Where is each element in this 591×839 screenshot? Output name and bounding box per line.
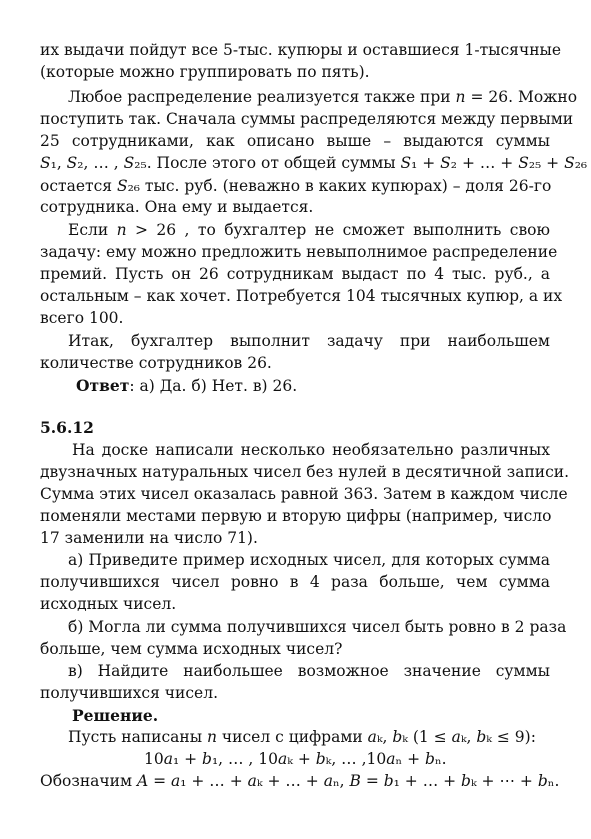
text-line: премий. Пусть он 26 сотрудникам выдаст по 4 тыс. руб., а: [40, 265, 550, 283]
text-line: поменяли местами первую и вторую цифры (например, число: [40, 507, 552, 525]
text-line: их выдачи пойдут все 5-тыс. купюры и оставшиеся 1-тысячные: [40, 41, 562, 59]
math-line: Обозначим 𝐴 = 𝑎₁ + … + 𝑎ₖ + … + 𝑎ₙ, 𝐵 = 𝑏₁ + … + 𝑏ₖ + ⋯ + 𝑏ₙ.: [40, 772, 560, 790]
text-line: исходных чисел.: [40, 595, 177, 613]
text-line: Итак, бухгалтер выполнит задачу при наибольшем: [68, 332, 550, 350]
text-line: остальным – как хочет. Потребуется 104 тысячных купюр, а их: [40, 287, 563, 305]
text-line: Если 𝑛 > 26 , то бухгалтер не сможет выполнить свою: [68, 221, 550, 239]
text-line: (которые можно группировать по пять).: [40, 63, 370, 81]
text-line: а) Приведите пример исходных чисел, для которых сумма: [68, 551, 550, 569]
text-line: всего 100.: [40, 309, 124, 327]
text-line: поступить так. Сначала суммы распределяются между первыми: [40, 110, 574, 128]
math-line: 10𝑎₁ + 𝑏₁, … , 10𝑎ₖ + 𝑏ₖ, … ,10𝑎ₙ + 𝑏ₙ.: [144, 750, 447, 768]
text-line: задачу: ему можно предложить невыполнимое распределение: [40, 243, 558, 261]
text-line: в) Найдите наибольшее возможное значение суммы: [68, 662, 550, 680]
text-line: получившихся чисел.: [40, 684, 219, 702]
answer-label: Ответ: [76, 376, 130, 395]
text-line: Пусть написаны 𝑛 чисел с цифрами 𝑎ₖ, 𝑏ₖ (1 ≤ 𝑎ₖ, 𝑏ₖ ≤ 9):: [68, 728, 536, 746]
solution-label: Решение.: [72, 706, 159, 725]
problem-number: 5.6.12: [40, 418, 94, 437]
answer-text: : а) Да. б) Нет. в) 26.: [129, 377, 298, 395]
text-line: количестве сотрудников 26.: [40, 354, 272, 372]
text-line: На доске написали несколько необязательно различных: [72, 441, 550, 459]
math-line: 𝑆₁, 𝑆₂, … , 𝑆₂₅. После этого от общей суммы 𝑆₁ + 𝑆₂ + … + 𝑆₂₅ + 𝑆₂₆: [40, 154, 588, 172]
text-line: 25 сотрудниками, как описано выше – выдаются суммы: [40, 132, 550, 150]
text-line: 17 заменили на число 71).: [40, 529, 258, 547]
text-line: больше, чем сумма исходных чисел?: [40, 640, 343, 658]
text-line: Любое распределение реализуется также при 𝑛 = 26. Можно: [68, 88, 578, 106]
text-line: б) Могла ли сумма получившихся чисел быть ровно в 2 раза: [68, 618, 567, 636]
text-line: получившихся чисел ровно в 4 раза больше, чем сумма: [40, 573, 550, 591]
answer-line: [76, 375, 550, 397]
text-line: остается 𝑆₂₆ тыс. руб. (неважно в каких купюрах) – доля 26-го: [40, 177, 552, 195]
text-line: Сумма этих чисел оказалась равной 363. Затем в каждом числе: [40, 485, 568, 503]
text-line: двузначных натуральных чисел без нулей в десятичной записи.: [40, 463, 570, 481]
text-line: сотрудника. Она ему и выдается.: [40, 198, 314, 216]
